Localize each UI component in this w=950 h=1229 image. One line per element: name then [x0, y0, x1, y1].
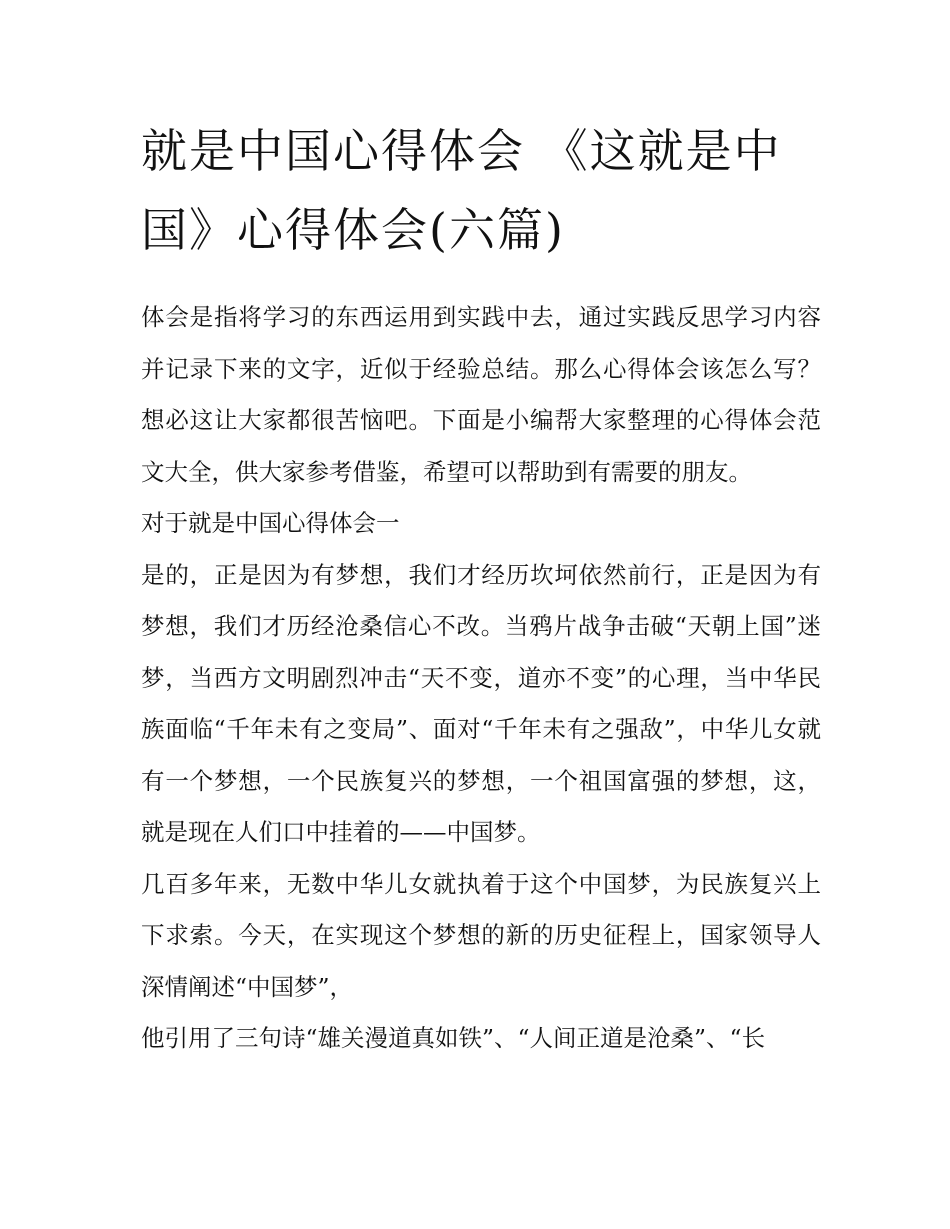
- document-body: [141, 112, 821, 1065]
- paragraph-intro: 体会是指将学习的东西运用到实践中去，通过实践反思学习内容并记录下来的文字，近似于经验总结。那么心得体会该怎么写？想必这让大家都很苦恼吧。下面是小编帮大家整理的心得体会范文大全，供大家参考借鉴，希望可以帮助到有需要的朋友。: [141, 303, 821, 486]
- paragraph-history: 几百多年来，无数中华儿女就执着于这个中国梦，为民族复兴上下求索。今天，在实现这个梦想的新的历史征程上，国家领导人深情阐述“中国梦”，: [141, 869, 821, 1001]
- document-title: 就是中国心得体会 《这就是中国》心得体会(六篇): [141, 124, 782, 257]
- paragraph-poems: 他引用了三句诗“雄关漫道真如铁”、“人间正道是沧桑”、“长: [141, 1024, 766, 1052]
- paragraph-dream: 是的，正是因为有梦想，我们才经历坎坷依然前行，正是因为有梦想，我们才历经沧桑信心不改。当鸦片战争击破“天朝上国”迷梦，当西方文明剧烈冲击“天不变，道亦不变”的心理，当中华民族面临“千年未有之变局”、面对“千年未有之强敌”，中华儿女就有一个梦想，一个民族复兴的梦想，一个祖国富强的梦想，这，就是现在人们口中挂着的——中国梦。: [141, 560, 821, 846]
- section-heading: 对于就是中国心得体会一: [141, 509, 400, 537]
